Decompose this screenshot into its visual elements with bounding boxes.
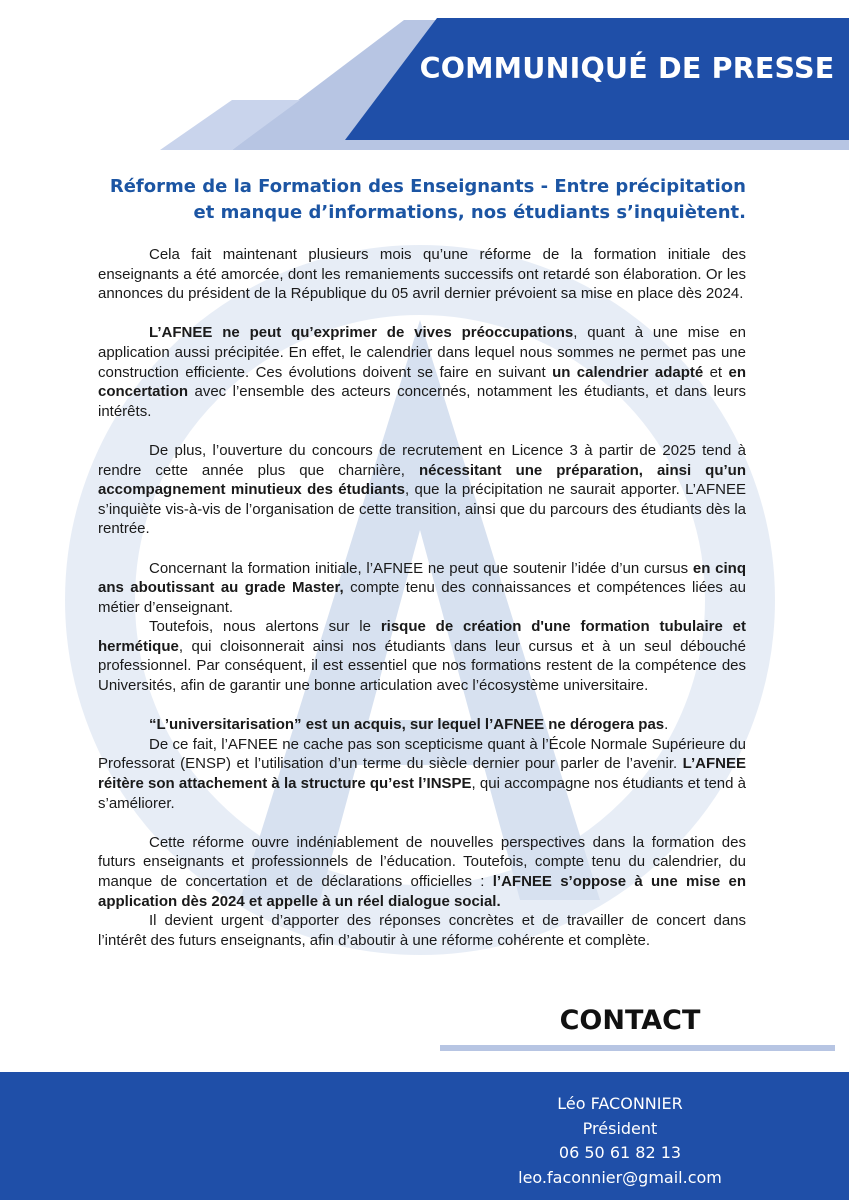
header-banner bbox=[0, 0, 849, 150]
contact-name: Léo FACONNIER bbox=[557, 1094, 683, 1113]
contact-role: Président bbox=[582, 1118, 658, 1138]
p7-text-1: De ce fait, l’AFNEE ne cache pas son scepticisme quant à l’École Normale Supérieure du Professorat (ENSP) et l’utilisation d’un terme du siècle dernier pour parler de l’avenir. bbox=[98, 735, 746, 773]
paragraph-5 bbox=[98, 617, 746, 695]
p3-text-2: , que la précipitation ne saurait apporter. L’AFNEE s’inquiète vis-à-vis de l’organisation de cette transition, ainsi que du parcours des étudiants dès la rentrée. bbox=[98, 481, 746, 538]
paragraph-6 bbox=[98, 715, 746, 735]
p2-text-3: avec l’ensemble des acteurs concernés, notamment les étudiants, et dans leurs intérêts. bbox=[98, 383, 746, 420]
p5-text-2: , qui cloisonnerait ainsi nos étudiants dans leur cursus et à un seul débouché professionnel. Par conséquent, il est essentiel que nos formations restent de la compétence des Universités, afin de garantir une bonne articulation avec l’écosystème universitaire. bbox=[98, 637, 746, 695]
p3-bold-1: nécessitant une préparation, ainsi qu’un accompagnement minutieux des étudiants bbox=[98, 461, 746, 499]
paragraph-4 bbox=[98, 559, 746, 618]
p5-text-1: Toutefois, nous alertons sur le bbox=[149, 618, 381, 636]
p4-text-1: Concernant la formation initiale, l’AFNEE ne peut que soutenir l’idée d’un cursus bbox=[149, 559, 693, 577]
p6-bold-1: “L’universitarisation” est un acquis, sur lequel l’AFNEE ne dérogera pas bbox=[149, 716, 665, 734]
p3-text-1: De plus, l’ouverture du concours de recrutement en Licence 3 à partir de 2025 tend à rendre cette année plus que charnière, bbox=[98, 441, 746, 479]
contact-phone[interactable]: 06 50 61 82 13 bbox=[558, 1143, 682, 1162]
paragraph-9: Il devient urgent d’apporter des réponses concrètes et de travailler de concert dans l’intérêt des futurs enseignants, afin d’aboutir à une réforme cohérente et complète. bbox=[98, 912, 746, 949]
contact-title: CONTACT bbox=[559, 1005, 701, 1036]
contact-email[interactable]: leo.faconnier@gmail.com bbox=[518, 1167, 722, 1187]
p7-bold-1: L’AFNEE réitère son attachement à la structure qu’est l’INSPE bbox=[98, 755, 746, 793]
headline: Réforme de la Formation des Enseignants - Entre précipitation et manque d’informations, nos étudiants s’inquiètent. bbox=[109, 176, 746, 223]
press-release-body bbox=[98, 245, 746, 950]
p8-text-1: Cette réforme ouvre indéniablement de nouvelles perspectives dans la formation des futurs enseignants et professionnels de l’éducation. Toutefois, compte tenu du calendrier, du manque de concertation et de déclarations officielles : bbox=[98, 833, 746, 890]
p2-bold-2: un calendrier adapté bbox=[552, 363, 704, 381]
p7-text-2: , qui accompagne nos étudiants et tend à s’améliorer. bbox=[98, 775, 746, 812]
p2-text-2: et bbox=[703, 363, 729, 381]
paragraph-7 bbox=[98, 735, 746, 813]
paragraph-3 bbox=[98, 441, 746, 539]
banner-title: COMMUNIQUÉ DE PRESSE bbox=[419, 52, 835, 85]
contact-divider bbox=[0, 1043, 849, 1055]
p5-bold-1: risque de création d'une formation tubulaire et hermétique bbox=[98, 618, 746, 655]
p8-bold-1: l’AFNEE s’oppose à une mise en application dès 2024 et appelle à un réel dialogue social. bbox=[98, 873, 746, 910]
p4-bold-1: en cinq ans aboutissant au grade Master, bbox=[98, 559, 746, 597]
p2-bold-3: en concertation bbox=[98, 363, 746, 401]
contact-footer bbox=[0, 1072, 849, 1200]
p6-text-1: . bbox=[664, 716, 669, 734]
paragraph-1: Cela fait maintenant plusieurs mois qu’une réforme de la formation initiale des enseignants a été amorcée, dont les remaniements successifs ont retardé son élaboration. Or les annonces du président de la République du 05 avril dernier prévoient sa mise en place dès 2024. bbox=[98, 246, 746, 303]
contact-details bbox=[470, 1092, 770, 1190]
p2-text-1: , quant à une mise en application aussi précipitée. En effet, le calendrier dans lequel nous sommes ne permet pas une construction efficiente. Ces évolutions doivent se faire en suivant bbox=[98, 324, 746, 381]
paragraph-8 bbox=[98, 833, 746, 911]
p4-text-2: compte tenu des connaissances et compétences liées au métier d’enseignant. bbox=[98, 579, 746, 616]
paragraph-2 bbox=[98, 323, 746, 421]
p2-bold-1: L’AFNEE ne peut qu’exprimer de vives préoccupations bbox=[149, 324, 574, 342]
